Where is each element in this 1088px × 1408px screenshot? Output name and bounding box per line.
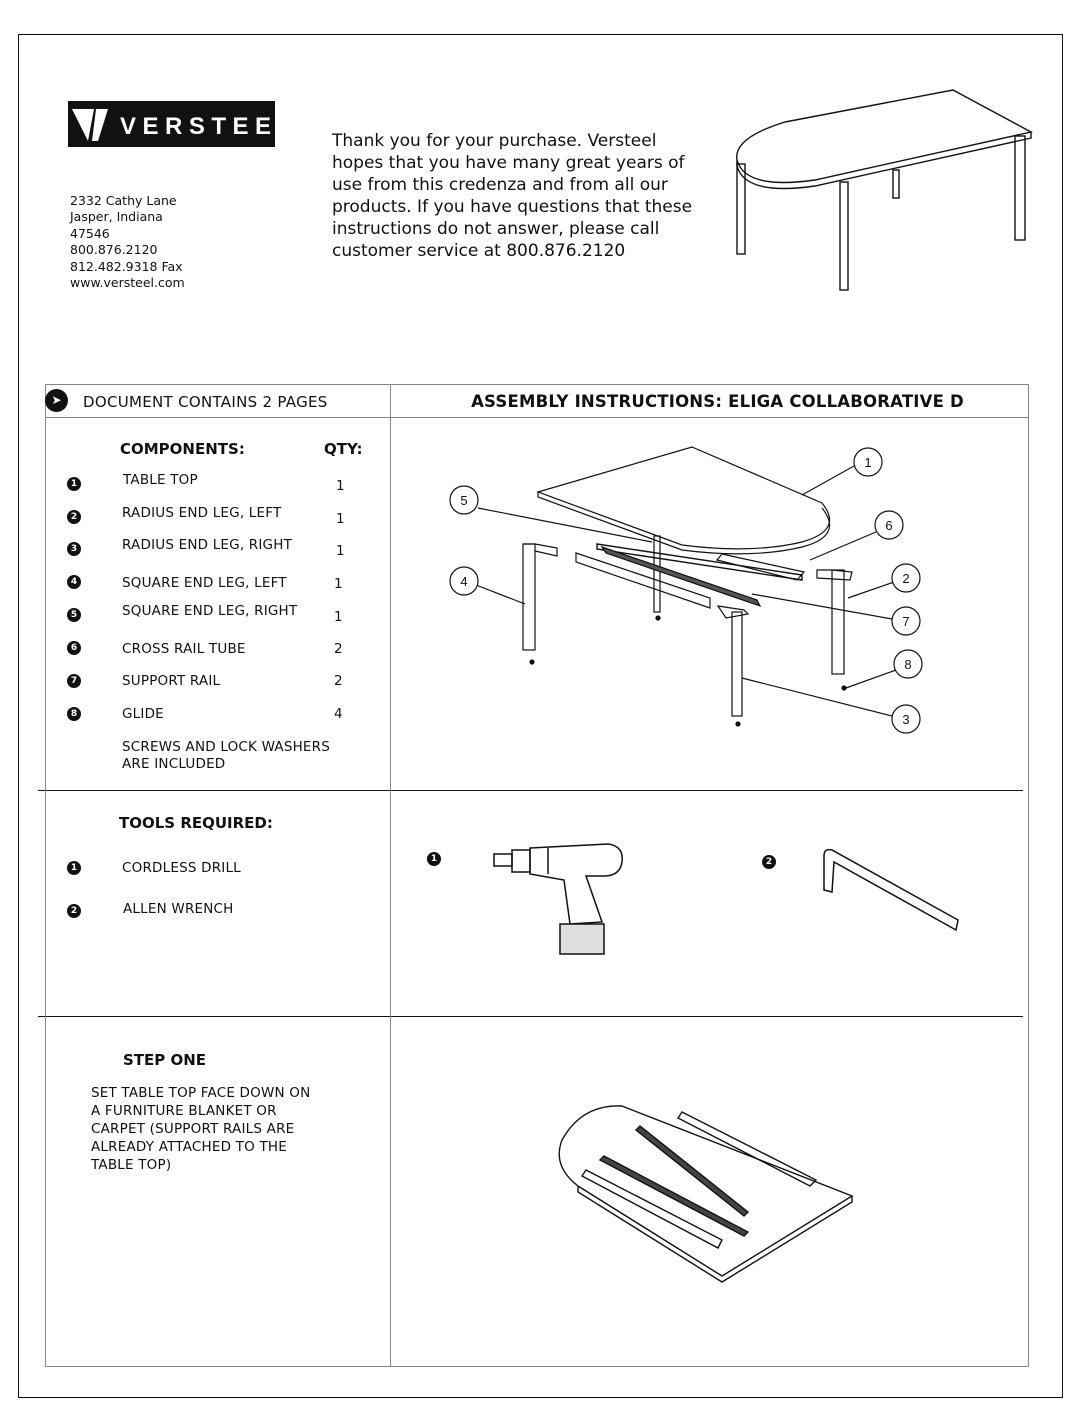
table-border-left bbox=[45, 384, 46, 1366]
table-border-top bbox=[45, 384, 1029, 385]
arrow-right-icon: ➤ bbox=[45, 389, 68, 412]
component-number-badge: 2 bbox=[67, 510, 81, 524]
intro-paragraph bbox=[332, 130, 732, 262]
column-divider bbox=[390, 384, 391, 1366]
brand-name: VERSTEEL bbox=[120, 113, 299, 140]
company-address bbox=[70, 193, 185, 291]
component-name: CROSS RAIL TUBE bbox=[122, 641, 246, 657]
component-qty: 4 bbox=[334, 706, 343, 722]
component-qty: 2 bbox=[334, 673, 343, 689]
tool-number-badge: 2 bbox=[762, 855, 776, 869]
section-divider-2 bbox=[38, 1016, 1023, 1017]
callout-label: 4 bbox=[460, 574, 468, 589]
hardware-note: SCREWS AND LOCK WASHERS bbox=[122, 739, 331, 755]
callout-label: 6 bbox=[885, 518, 893, 533]
address-street: 2332 Cathy Lane bbox=[70, 193, 177, 208]
component-number-badge: 1 bbox=[67, 477, 81, 491]
component-qty: 1 bbox=[334, 609, 343, 625]
component-name: GLIDE bbox=[122, 706, 164, 722]
instruction-line: A FURNITURE BLANKET OR bbox=[91, 1103, 277, 1119]
tool-name: ALLEN WRENCH bbox=[123, 901, 234, 917]
step-one-heading: STEP ONE bbox=[123, 1051, 207, 1069]
component-number-badge: 6 bbox=[67, 641, 81, 655]
pages-note: DOCUMENT CONTAINS 2 PAGES bbox=[83, 393, 328, 411]
component-name: TABLE TOP bbox=[123, 472, 198, 488]
section-divider-1 bbox=[38, 790, 1023, 791]
cordless-drill-icon bbox=[490, 840, 630, 958]
component-name: SQUARE END LEG, RIGHT bbox=[122, 603, 298, 619]
table-product-illustration bbox=[725, 80, 1035, 295]
intro-line: use from this credenza and from all our bbox=[332, 175, 668, 195]
address-fax: 812.482.9318 Fax bbox=[70, 258, 183, 274]
step-one-instructions bbox=[91, 1084, 310, 1174]
callout-label: 7 bbox=[902, 614, 910, 629]
component-number-badge: 8 bbox=[67, 707, 81, 721]
intro-line: Thank you for your purchase. Versteel bbox=[332, 131, 657, 151]
callout-label: 3 bbox=[902, 712, 910, 727]
intro-line: customer service at 800.876.2120 bbox=[332, 241, 626, 261]
address-phone: 800.876.2120 bbox=[70, 242, 158, 258]
tool-number-badge: 1 bbox=[427, 852, 441, 866]
intro-line: products. If you have questions that these bbox=[332, 197, 693, 217]
component-name: RADIUS END LEG, RIGHT bbox=[122, 537, 293, 553]
component-number-badge: 3 bbox=[67, 542, 81, 556]
exploded-parts-diagram bbox=[392, 420, 1026, 788]
tool-number-badge: 1 bbox=[67, 861, 81, 875]
instruction-line: TABLE TOP) bbox=[91, 1157, 172, 1173]
header-divider bbox=[45, 417, 1029, 418]
tools-heading: TOOLS REQUIRED: bbox=[119, 814, 273, 832]
component-qty: 1 bbox=[336, 511, 345, 527]
tabletop-face-down-illustration bbox=[552, 1100, 862, 1290]
callout-label: 2 bbox=[902, 571, 910, 586]
tool-name: CORDLESS DRILL bbox=[122, 860, 241, 876]
instruction-line: ALREADY ATTACHED TO THE bbox=[91, 1139, 287, 1155]
component-qty: 1 bbox=[336, 478, 345, 494]
address-zip: 47546 bbox=[70, 225, 110, 241]
callout-label: 1 bbox=[864, 455, 872, 470]
components-heading: COMPONENTS: bbox=[120, 440, 245, 458]
component-qty: 2 bbox=[334, 641, 343, 657]
callout-label: 5 bbox=[460, 493, 468, 508]
component-name: RADIUS END LEG, LEFT bbox=[122, 505, 282, 521]
component-qty: 1 bbox=[334, 576, 343, 592]
component-name: SQUARE END LEG, LEFT bbox=[122, 575, 287, 591]
table-border-right bbox=[1028, 384, 1029, 1366]
component-number-badge: 4 bbox=[67, 575, 81, 589]
hardware-note: ARE INCLUDED bbox=[122, 756, 226, 772]
callout-label: 8 bbox=[904, 657, 912, 672]
component-number-badge: 7 bbox=[67, 674, 81, 688]
intro-line: hopes that you have many great years of bbox=[332, 153, 685, 173]
address-website[interactable]: www.versteel.com bbox=[70, 275, 185, 291]
component-name: SUPPORT RAIL bbox=[122, 673, 221, 689]
versteel-logo bbox=[68, 101, 299, 147]
document-title: ASSEMBLY INSTRUCTIONS: ELIGA COLLABORATIVE D bbox=[471, 392, 964, 411]
address-city: Jasper, Indiana bbox=[70, 209, 163, 225]
component-qty: 1 bbox=[336, 543, 345, 559]
allen-wrench-icon bbox=[818, 846, 968, 936]
tool-number-badge: 2 bbox=[67, 904, 81, 918]
intro-line: instructions do not answer, please call bbox=[332, 219, 660, 239]
instruction-line: CARPET (SUPPORT RAILS ARE bbox=[91, 1121, 295, 1137]
qty-heading: QTY: bbox=[324, 440, 363, 458]
instruction-line: SET TABLE TOP FACE DOWN ON bbox=[91, 1085, 311, 1101]
component-number-badge: 5 bbox=[67, 608, 81, 622]
table-border-bottom bbox=[45, 1366, 1029, 1367]
